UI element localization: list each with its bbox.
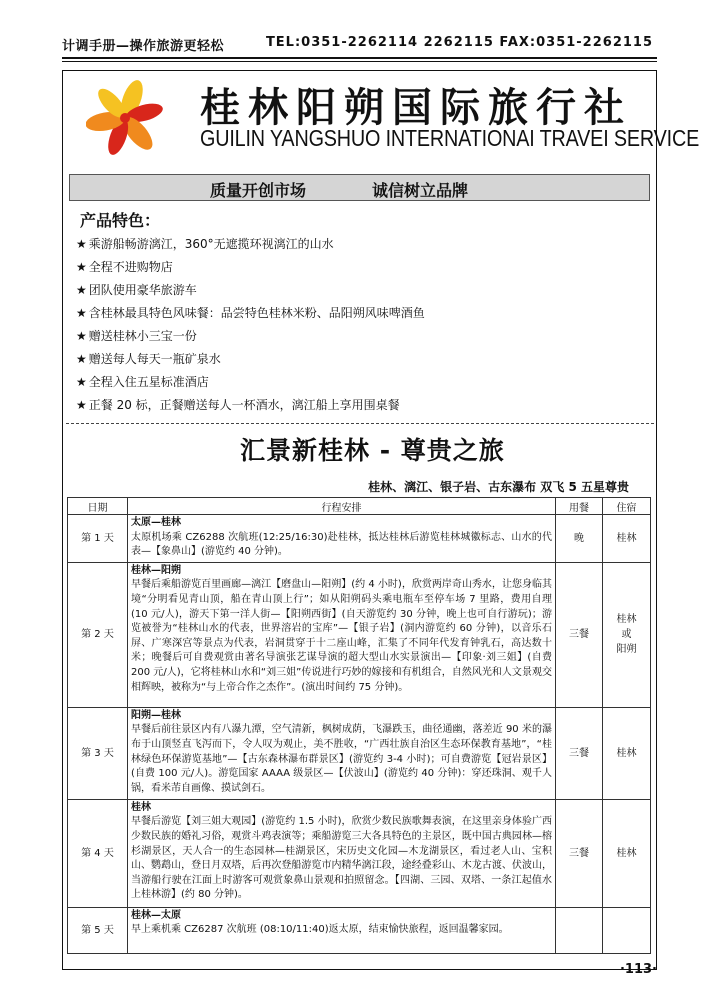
table-row (68, 907, 651, 953)
star-icon: ★ (76, 260, 87, 274)
table-row (68, 707, 651, 799)
day-cell: 第 5 天 (68, 907, 128, 953)
detail-cell (128, 907, 556, 953)
header-rule-thin (62, 61, 657, 62)
route-title: 桂林—太原 (131, 909, 181, 921)
star-icon: ★ (76, 375, 87, 389)
feature-item: ★ 赠送每人每天一瓶矿泉水 (76, 352, 221, 366)
header-rule-thick (62, 57, 657, 59)
meal-cell (556, 907, 603, 953)
hotel-cell: 桂林 (603, 515, 651, 563)
route-title: 桂林—阳朔 (131, 564, 181, 576)
route-detail: 早餐后游览【刘三姐大观园】(游览约 1.5 小时)，欣赏少数民族歌舞表演，在这里亲身体验广西少数民族的婚礼习俗，观赏斗鸡表演等；乘船游览三大各具特色的主景区，既中国古典园林—榕杉湖景区，天人合一的生态园林—桂湖景区，宋历史文化园—木龙湖景区，看过老人山、宝积山、鹦鹉山，登日月双塔，后再次登船游览市内精华漓江段，途经叠彩山、木龙古渡、伏波山，当游船行驶在江面上时游客可观赏象鼻山景观和拍照留念。【四湖、三园、双塔、一条江起值水上桂林游】(约 80 分钟)。 (131, 816, 552, 901)
hotel-cell (603, 907, 651, 953)
section-divider (66, 423, 654, 424)
star-icon: ★ (76, 237, 87, 251)
day-cell: 第 2 天 (68, 562, 128, 707)
route-detail: 太原机场乘 CZ6288 次航班(12:25/16:30)赴桂林，抵达桂林后游览桂林城徽标志、山水的代表—【象鼻山】(游览约 40 分钟)。 (131, 531, 552, 558)
star-icon: ★ (76, 329, 87, 343)
detail-cell (128, 562, 556, 707)
route-detail: 早餐后乘船游览百里画廊—漓江【磨盘山—阳朔】(约 4 小时)，欣赏两岸奇山秀水，让您身临其境“分明看见青山顶，船在青山顶上行”；如从阳朔码头乘电瓶车至停车场 7 里路，费用自理 (10 元/人)，游天下第一洋人街—【阳朔西街】(自天游览约 30 分钟，晚上也可自行游玩)；游览被誉为“桂林山水的代表，世界溶岩的宝库”—【银子岩】(洞内游览约 60 分钟)，以音乐石屏、广寒深宫等景点为代表，岩洞贯穿于十二座山峰，汇集了不同年代发育钟乳石，高达数十米；晚餐后可自费观赏由著名导演张艺谋导演的超大型山水实景演出—【印象·刘三姐】(自费 200 元/人)，它将桂林山水和“刘三姐”传说进行巧妙的嫁接和有机组合，自然风光和人文景观交相辉映，被称为“与上帝合作之杰作”。(演出时间约 75 分钟)。 (131, 579, 552, 693)
itinerary-table (67, 497, 651, 954)
star-icon: ★ (76, 398, 87, 412)
route-detail: 早上乘机乘 CZ6287 次航班 (08:10/11:40)返太原，结束愉快旅程，返回温馨家园。 (131, 924, 509, 936)
header-meal: 用餐 (556, 498, 603, 515)
flower-logo-icon (86, 76, 164, 160)
hotel-cell: 桂林 或 阳朔 (603, 562, 651, 707)
feature-item: ★ 全程入住五星标准酒店 (76, 375, 209, 389)
feature-item: ★ 赠送桂林小三宝一份 (76, 329, 197, 343)
hotel-cell: 桂林 (603, 799, 651, 907)
route-title: 阳朔—桂林 (131, 709, 181, 721)
table-header-row (68, 498, 651, 515)
day-cell: 第 3 天 (68, 707, 128, 799)
header-tagline: 计调手册—操作旅游更轻松 (62, 39, 225, 54)
star-icon: ★ (76, 283, 87, 297)
feature-item: ★ 含桂林最具特色风味餐：品尝特色桂林米粉、品阳朔风味啤酒鱼 (76, 306, 425, 320)
detail-cell (128, 799, 556, 907)
table-row (68, 562, 651, 707)
hotel-cell: 桂林 (603, 707, 651, 799)
meal-cell: 晚 (556, 515, 603, 563)
star-icon: ★ (76, 306, 87, 320)
header-hotel: 住宿 (603, 498, 651, 515)
company-name-cn: 桂林阳朔国际旅行社 (200, 84, 632, 131)
header-day: 日期 (68, 498, 128, 515)
day-cell: 第 1 天 (68, 515, 128, 563)
header-detail: 行程安排 (128, 498, 556, 515)
table-row (68, 799, 651, 907)
features-list (76, 233, 425, 417)
table-row (68, 515, 651, 563)
star-icon: ★ (76, 352, 87, 366)
feature-item: ★ 正餐 20 标，正餐赠送每人一杯酒水，漓江船上享用围桌餐 (76, 398, 400, 412)
day-cell: 第 4 天 (68, 799, 128, 907)
company-name-en: GUILIN YANGSHUO INTERNATIONAI TRAVEI SERVICE (200, 125, 700, 151)
features-title: 产品特色： (80, 211, 161, 230)
slogan-bar (69, 174, 650, 201)
header-contact: TEL:0351-2262114 2262115 FAX:0351-2262115 (265, 35, 653, 50)
route-title: 太原—桂林 (131, 517, 181, 528)
tour-subtitle: 桂林、漓江、银子岩、古东瀑布 双飞 5 五星尊贵 (368, 480, 629, 494)
meal-cell: 三餐 (556, 707, 603, 799)
detail-cell (128, 515, 556, 563)
route-detail: 早餐后前往景区内有八瀑九潭，空气清新，枫树成荫，飞瀑跌玉，曲径通幽，落差近 90 米的瀑布于山顶竖直飞泻而下，令人叹为观止，美不胜收，“广西壮族自治区生态环保教育基地”，“桂林绿色环保游览基地”—【古东森林瀑布群景区】(游览约 3-4 小时)；可自费游览【冠岩景区】(自费 100 元/人)。游览国家 AAAA 级景区—【伏波山】(游览约 40 分钟)：穿还珠洞、观千人锅，看米芾自画像、摸试剑石。 (131, 724, 552, 794)
feature-item: ★ 团队使用豪华旅游车 (76, 283, 197, 297)
feature-item: ★ 全程不进购物店 (76, 260, 173, 274)
meal-cell: 三餐 (556, 799, 603, 907)
tour-title: 汇景新桂林 - 尊贵之旅 (240, 436, 505, 465)
slogan-quality: 质量开创市场 (210, 181, 307, 200)
page-number: ·113· (619, 962, 657, 977)
feature-item: ★ 乘游船畅游漓江，360°无遮揽环视漓江的山水 (76, 237, 334, 251)
header-strip (62, 33, 657, 55)
detail-cell (128, 707, 556, 799)
meal-cell: 三餐 (556, 562, 603, 707)
slogan-integrity: 诚信树立品牌 (372, 181, 469, 200)
route-title: 桂林 (131, 801, 151, 813)
